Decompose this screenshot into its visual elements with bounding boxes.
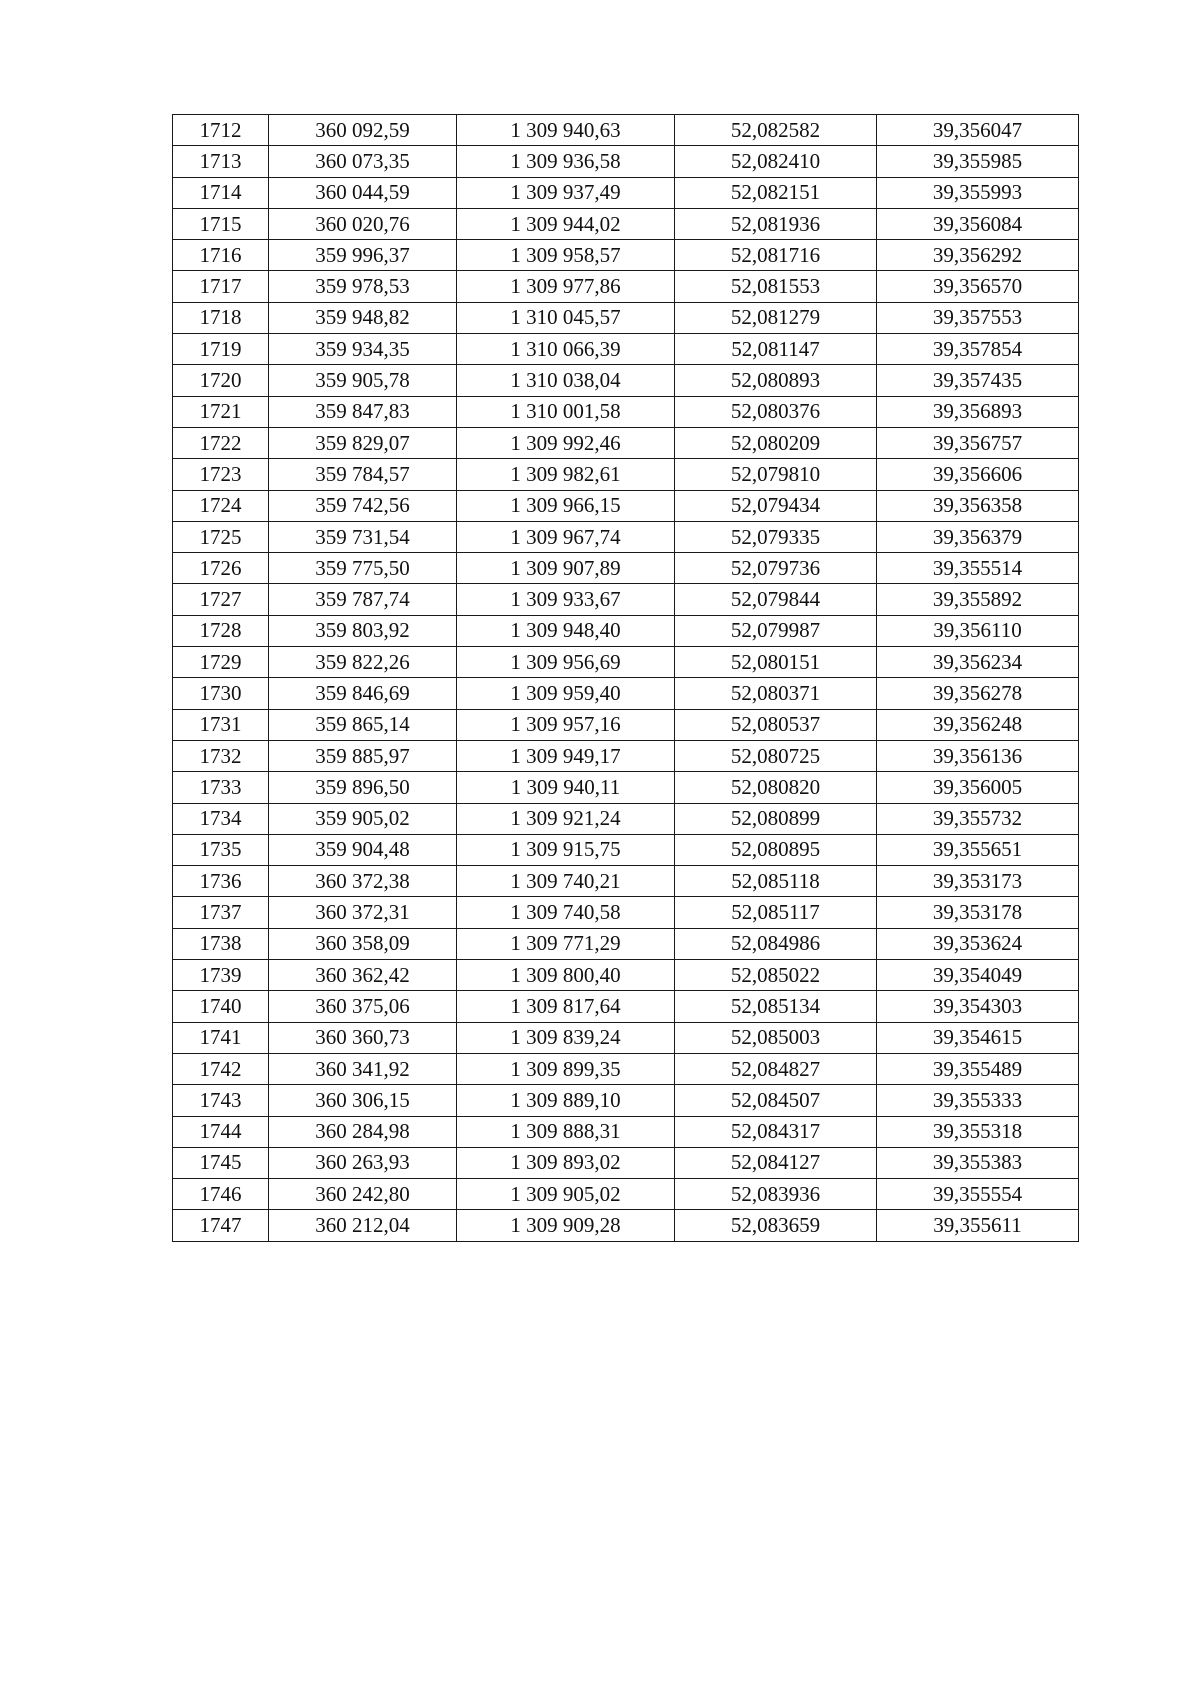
y-coordinate-cell: 1 309 940,11 <box>457 772 675 803</box>
x-coordinate-cell: 359 904,48 <box>269 834 457 865</box>
y-coordinate-cell: 1 309 907,89 <box>457 553 675 584</box>
point-number-cell: 1735 <box>173 834 269 865</box>
point-number-cell: 1736 <box>173 866 269 897</box>
longitude-cell: 39,355993 <box>877 177 1079 208</box>
point-number-cell: 1746 <box>173 1179 269 1210</box>
y-coordinate-cell: 1 310 001,58 <box>457 396 675 427</box>
table-row <box>173 740 1079 771</box>
x-coordinate-cell: 360 092,59 <box>269 115 457 146</box>
point-number-cell: 1718 <box>173 302 269 333</box>
longitude-cell: 39,355611 <box>877 1210 1079 1241</box>
table-row <box>173 553 1079 584</box>
table-row <box>173 365 1079 396</box>
latitude-cell: 52,084507 <box>675 1085 877 1116</box>
table-row <box>173 208 1079 239</box>
y-coordinate-cell: 1 309 977,86 <box>457 271 675 302</box>
y-coordinate-cell: 1 309 956,69 <box>457 647 675 678</box>
latitude-cell: 52,082582 <box>675 115 877 146</box>
y-coordinate-cell: 1 309 909,28 <box>457 1210 675 1241</box>
point-number-cell: 1744 <box>173 1116 269 1147</box>
y-coordinate-cell: 1 309 992,46 <box>457 427 675 458</box>
y-coordinate-cell: 1 310 066,39 <box>457 334 675 365</box>
x-coordinate-cell: 359 905,78 <box>269 365 457 396</box>
x-coordinate-cell: 359 731,54 <box>269 521 457 552</box>
x-coordinate-cell: 360 372,38 <box>269 866 457 897</box>
point-number-cell: 1720 <box>173 365 269 396</box>
x-coordinate-cell: 359 803,92 <box>269 615 457 646</box>
point-number-cell: 1725 <box>173 521 269 552</box>
longitude-cell: 39,354303 <box>877 991 1079 1022</box>
table-row <box>173 615 1079 646</box>
point-number-cell: 1722 <box>173 427 269 458</box>
longitude-cell: 39,355489 <box>877 1053 1079 1084</box>
longitude-cell: 39,356234 <box>877 647 1079 678</box>
y-coordinate-cell: 1 309 740,21 <box>457 866 675 897</box>
x-coordinate-cell: 360 372,31 <box>269 897 457 928</box>
longitude-cell: 39,356047 <box>877 115 1079 146</box>
longitude-cell: 39,356005 <box>877 772 1079 803</box>
latitude-cell: 52,084317 <box>675 1116 877 1147</box>
y-coordinate-cell: 1 309 817,64 <box>457 991 675 1022</box>
x-coordinate-cell: 359 784,57 <box>269 459 457 490</box>
x-coordinate-cell: 360 073,35 <box>269 146 457 177</box>
x-coordinate-cell: 359 847,83 <box>269 396 457 427</box>
y-coordinate-cell: 1 310 045,57 <box>457 302 675 333</box>
table-row <box>173 1179 1079 1210</box>
x-coordinate-cell: 360 360,73 <box>269 1022 457 1053</box>
y-coordinate-cell: 1 309 966,15 <box>457 490 675 521</box>
longitude-cell: 39,354615 <box>877 1022 1079 1053</box>
x-coordinate-cell: 360 242,80 <box>269 1179 457 1210</box>
latitude-cell: 52,080895 <box>675 834 877 865</box>
latitude-cell: 52,085134 <box>675 991 877 1022</box>
y-coordinate-cell: 1 309 933,67 <box>457 584 675 615</box>
x-coordinate-cell: 360 044,59 <box>269 177 457 208</box>
point-number-cell: 1745 <box>173 1147 269 1178</box>
table-row <box>173 1210 1079 1241</box>
longitude-cell: 39,353178 <box>877 897 1079 928</box>
x-coordinate-cell: 360 284,98 <box>269 1116 457 1147</box>
longitude-cell: 39,355383 <box>877 1147 1079 1178</box>
point-number-cell: 1716 <box>173 240 269 271</box>
table-row <box>173 772 1079 803</box>
point-number-cell: 1727 <box>173 584 269 615</box>
x-coordinate-cell: 359 896,50 <box>269 772 457 803</box>
point-number-cell: 1726 <box>173 553 269 584</box>
table-row <box>173 834 1079 865</box>
table-row <box>173 991 1079 1022</box>
point-number-cell: 1717 <box>173 271 269 302</box>
table-row <box>173 459 1079 490</box>
point-number-cell: 1728 <box>173 615 269 646</box>
table-row <box>173 960 1079 991</box>
x-coordinate-cell: 359 846,69 <box>269 678 457 709</box>
point-number-cell: 1719 <box>173 334 269 365</box>
x-coordinate-cell: 359 742,56 <box>269 490 457 521</box>
table-row <box>173 928 1079 959</box>
point-number-cell: 1732 <box>173 740 269 771</box>
longitude-cell: 39,356136 <box>877 740 1079 771</box>
y-coordinate-cell: 1 309 905,02 <box>457 1179 675 1210</box>
point-number-cell: 1723 <box>173 459 269 490</box>
latitude-cell: 52,080371 <box>675 678 877 709</box>
longitude-cell: 39,356358 <box>877 490 1079 521</box>
point-number-cell: 1742 <box>173 1053 269 1084</box>
point-number-cell: 1713 <box>173 146 269 177</box>
latitude-cell: 52,084827 <box>675 1053 877 1084</box>
latitude-cell: 52,080209 <box>675 427 877 458</box>
latitude-cell: 52,083936 <box>675 1179 877 1210</box>
table-row <box>173 866 1079 897</box>
point-number-cell: 1712 <box>173 115 269 146</box>
longitude-cell: 39,356248 <box>877 709 1079 740</box>
y-coordinate-cell: 1 309 959,40 <box>457 678 675 709</box>
x-coordinate-cell: 359 822,26 <box>269 647 457 678</box>
table-row <box>173 115 1079 146</box>
coordinates-table-body <box>173 115 1079 1242</box>
coordinates-table <box>172 114 1079 1242</box>
y-coordinate-cell: 1 309 958,57 <box>457 240 675 271</box>
table-row <box>173 396 1079 427</box>
y-coordinate-cell: 1 309 936,58 <box>457 146 675 177</box>
latitude-cell: 52,084986 <box>675 928 877 959</box>
table-row <box>173 1147 1079 1178</box>
latitude-cell: 52,085117 <box>675 897 877 928</box>
y-coordinate-cell: 1 309 948,40 <box>457 615 675 646</box>
longitude-cell: 39,356570 <box>877 271 1079 302</box>
latitude-cell: 52,085022 <box>675 960 877 991</box>
point-number-cell: 1734 <box>173 803 269 834</box>
x-coordinate-cell: 359 829,07 <box>269 427 457 458</box>
table-row <box>173 177 1079 208</box>
x-coordinate-cell: 359 885,97 <box>269 740 457 771</box>
y-coordinate-cell: 1 309 915,75 <box>457 834 675 865</box>
latitude-cell: 52,082410 <box>675 146 877 177</box>
x-coordinate-cell: 360 375,06 <box>269 991 457 1022</box>
longitude-cell: 39,356278 <box>877 678 1079 709</box>
latitude-cell: 52,081147 <box>675 334 877 365</box>
x-coordinate-cell: 359 948,82 <box>269 302 457 333</box>
point-number-cell: 1747 <box>173 1210 269 1241</box>
latitude-cell: 52,080725 <box>675 740 877 771</box>
latitude-cell: 52,084127 <box>675 1147 877 1178</box>
latitude-cell: 52,081936 <box>675 208 877 239</box>
longitude-cell: 39,354049 <box>877 960 1079 991</box>
point-number-cell: 1714 <box>173 177 269 208</box>
point-number-cell: 1721 <box>173 396 269 427</box>
y-coordinate-cell: 1 309 893,02 <box>457 1147 675 1178</box>
point-number-cell: 1740 <box>173 991 269 1022</box>
table-row <box>173 490 1079 521</box>
table-row <box>173 897 1079 928</box>
table-row <box>173 146 1079 177</box>
point-number-cell: 1724 <box>173 490 269 521</box>
y-coordinate-cell: 1 309 944,02 <box>457 208 675 239</box>
table-row <box>173 647 1079 678</box>
x-coordinate-cell: 359 905,02 <box>269 803 457 834</box>
latitude-cell: 52,079844 <box>675 584 877 615</box>
latitude-cell: 52,079736 <box>675 553 877 584</box>
y-coordinate-cell: 1 309 940,63 <box>457 115 675 146</box>
table-row <box>173 709 1079 740</box>
x-coordinate-cell: 359 787,74 <box>269 584 457 615</box>
point-number-cell: 1739 <box>173 960 269 991</box>
x-coordinate-cell: 359 865,14 <box>269 709 457 740</box>
table-row <box>173 678 1079 709</box>
longitude-cell: 39,357435 <box>877 365 1079 396</box>
longitude-cell: 39,353173 <box>877 866 1079 897</box>
latitude-cell: 52,079810 <box>675 459 877 490</box>
y-coordinate-cell: 1 309 982,61 <box>457 459 675 490</box>
y-coordinate-cell: 1 309 899,35 <box>457 1053 675 1084</box>
table-row <box>173 584 1079 615</box>
latitude-cell: 52,080893 <box>675 365 877 396</box>
point-number-cell: 1733 <box>173 772 269 803</box>
longitude-cell: 39,355985 <box>877 146 1079 177</box>
y-coordinate-cell: 1 310 038,04 <box>457 365 675 396</box>
point-number-cell: 1741 <box>173 1022 269 1053</box>
y-coordinate-cell: 1 309 740,58 <box>457 897 675 928</box>
y-coordinate-cell: 1 309 967,74 <box>457 521 675 552</box>
latitude-cell: 52,081716 <box>675 240 877 271</box>
latitude-cell: 52,081553 <box>675 271 877 302</box>
y-coordinate-cell: 1 309 921,24 <box>457 803 675 834</box>
table-row <box>173 1116 1079 1147</box>
longitude-cell: 39,356893 <box>877 396 1079 427</box>
table-row <box>173 1022 1079 1053</box>
point-number-cell: 1730 <box>173 678 269 709</box>
latitude-cell: 52,080151 <box>675 647 877 678</box>
x-coordinate-cell: 360 020,76 <box>269 208 457 239</box>
x-coordinate-cell: 359 996,37 <box>269 240 457 271</box>
x-coordinate-cell: 360 212,04 <box>269 1210 457 1241</box>
y-coordinate-cell: 1 309 949,17 <box>457 740 675 771</box>
longitude-cell: 39,356110 <box>877 615 1079 646</box>
point-number-cell: 1738 <box>173 928 269 959</box>
y-coordinate-cell: 1 309 771,29 <box>457 928 675 959</box>
longitude-cell: 39,355333 <box>877 1085 1079 1116</box>
y-coordinate-cell: 1 309 888,31 <box>457 1116 675 1147</box>
y-coordinate-cell: 1 309 957,16 <box>457 709 675 740</box>
point-number-cell: 1743 <box>173 1085 269 1116</box>
table-row <box>173 271 1079 302</box>
point-number-cell: 1715 <box>173 208 269 239</box>
latitude-cell: 52,080537 <box>675 709 877 740</box>
x-coordinate-cell: 360 341,92 <box>269 1053 457 1084</box>
latitude-cell: 52,080376 <box>675 396 877 427</box>
table-row <box>173 302 1079 333</box>
longitude-cell: 39,355651 <box>877 834 1079 865</box>
longitude-cell: 39,355554 <box>877 1179 1079 1210</box>
point-number-cell: 1729 <box>173 647 269 678</box>
latitude-cell: 52,079987 <box>675 615 877 646</box>
point-number-cell: 1731 <box>173 709 269 740</box>
longitude-cell: 39,355732 <box>877 803 1079 834</box>
longitude-cell: 39,353624 <box>877 928 1079 959</box>
longitude-cell: 39,356292 <box>877 240 1079 271</box>
table-row <box>173 521 1079 552</box>
latitude-cell: 52,082151 <box>675 177 877 208</box>
longitude-cell: 39,357854 <box>877 334 1079 365</box>
latitude-cell: 52,079335 <box>675 521 877 552</box>
x-coordinate-cell: 360 306,15 <box>269 1085 457 1116</box>
point-number-cell: 1737 <box>173 897 269 928</box>
latitude-cell: 52,083659 <box>675 1210 877 1241</box>
longitude-cell: 39,356757 <box>877 427 1079 458</box>
longitude-cell: 39,356084 <box>877 208 1079 239</box>
table-row <box>173 1085 1079 1116</box>
latitude-cell: 52,085118 <box>675 866 877 897</box>
table-row <box>173 803 1079 834</box>
table-row <box>173 334 1079 365</box>
latitude-cell: 52,081279 <box>675 302 877 333</box>
y-coordinate-cell: 1 309 839,24 <box>457 1022 675 1053</box>
latitude-cell: 52,080820 <box>675 772 877 803</box>
table-row <box>173 427 1079 458</box>
longitude-cell: 39,355514 <box>877 553 1079 584</box>
x-coordinate-cell: 359 978,53 <box>269 271 457 302</box>
x-coordinate-cell: 359 775,50 <box>269 553 457 584</box>
longitude-cell: 39,356606 <box>877 459 1079 490</box>
longitude-cell: 39,356379 <box>877 521 1079 552</box>
x-coordinate-cell: 360 263,93 <box>269 1147 457 1178</box>
longitude-cell: 39,355892 <box>877 584 1079 615</box>
longitude-cell: 39,357553 <box>877 302 1079 333</box>
y-coordinate-cell: 1 309 937,49 <box>457 177 675 208</box>
latitude-cell: 52,080899 <box>675 803 877 834</box>
table-row <box>173 1053 1079 1084</box>
y-coordinate-cell: 1 309 889,10 <box>457 1085 675 1116</box>
longitude-cell: 39,355318 <box>877 1116 1079 1147</box>
y-coordinate-cell: 1 309 800,40 <box>457 960 675 991</box>
table-row <box>173 240 1079 271</box>
x-coordinate-cell: 360 362,42 <box>269 960 457 991</box>
latitude-cell: 52,085003 <box>675 1022 877 1053</box>
x-coordinate-cell: 360 358,09 <box>269 928 457 959</box>
latitude-cell: 52,079434 <box>675 490 877 521</box>
x-coordinate-cell: 359 934,35 <box>269 334 457 365</box>
